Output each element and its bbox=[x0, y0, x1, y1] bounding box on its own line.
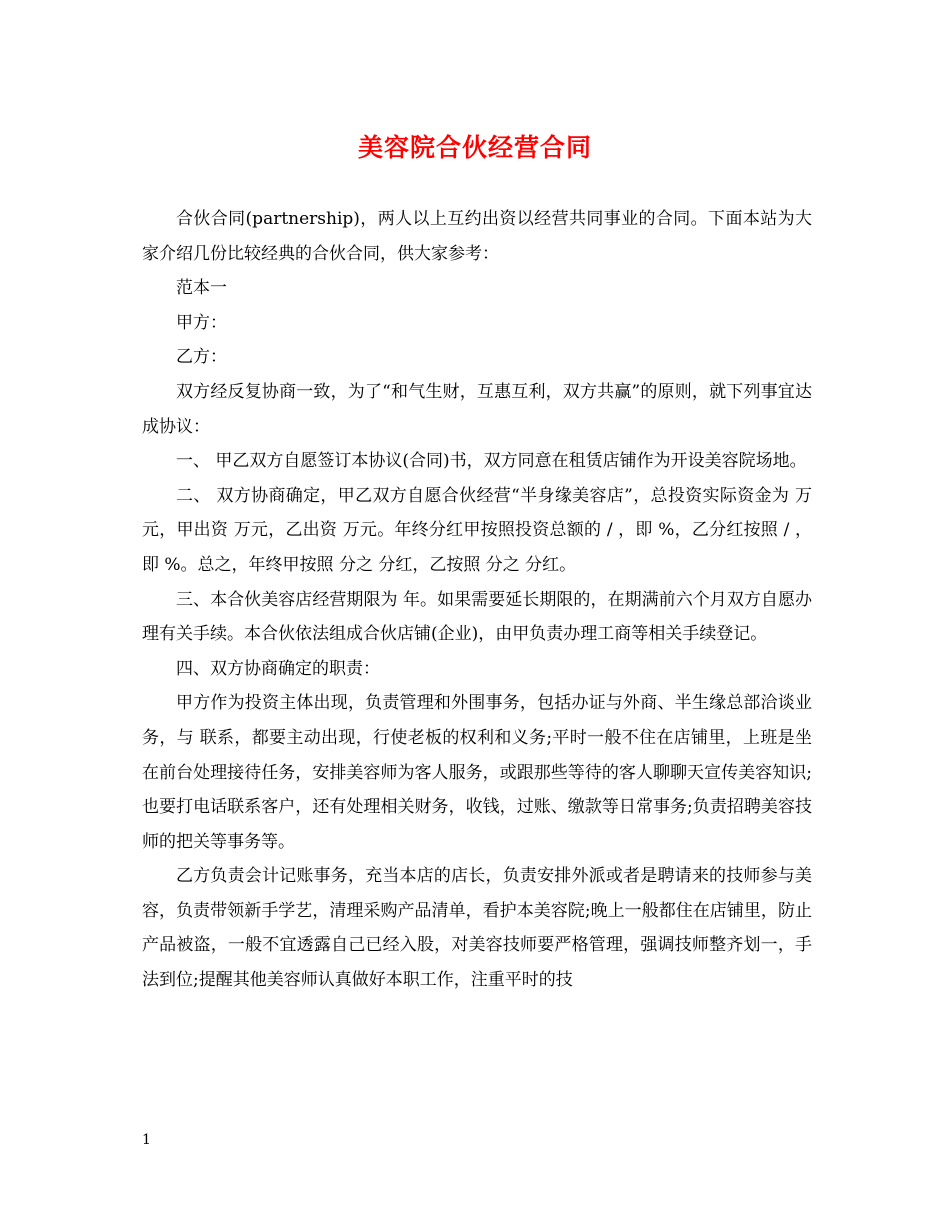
paragraph-party-b: 乙方： bbox=[176, 347, 227, 368]
paragraph-party-b-duties: 乙方负责会计记账事务，充当本店的店长，负责安排外派或者是聘请来的技师参与美容，负责带领新手学艺，清理采购产品清单，看护本美容院;晚上一般都住在店铺里，防止产品被盗，一般不宜透露自己已经入股，对美容技师要严格管理，强调技师整齐划一，手法到位;提醒其他美容师认真做好本职工作，注重平时的技 bbox=[142, 866, 812, 991]
paragraph-clause-1: 一、 甲乙双方自愿签订本协议(合同)书，双方同意在租赁店铺作为开设美容院场地。 bbox=[176, 451, 807, 472]
document-title: 美容院合伙经营合同 bbox=[357, 133, 592, 162]
paragraph-party-a: 甲方： bbox=[176, 312, 227, 333]
paragraph-clause-4: 四、双方协商确定的职责： bbox=[176, 658, 380, 679]
paragraph-clause-2: 二、 双方协商确定，甲乙双方自愿合伙经营“半身缘美容店”，总投资实际资金为 万元，甲出资 万元，乙出资 万元。年终分红甲按照投资总额的 / ，即 %，乙分红按照 / ，即 %。总之，年终甲按照 分之 分红，乙按照 分之 分红。 bbox=[142, 485, 812, 575]
document-body bbox=[142, 202, 812, 998]
paragraph-clause-3: 三、本合伙美容店经营期限为 年。如果需要延长期限的，在期满前六个月双方自愿办理有关手续。本合伙依法组成合伙店铺(企业)，由甲负责办理工商等相关手续登记。 bbox=[142, 589, 812, 645]
page-number: 1 bbox=[142, 1132, 151, 1148]
paragraph-sample-label: 范本一 bbox=[176, 278, 227, 299]
paragraph-intro: 合伙合同(partnership)，两人以上互约出资以经营共同事业的合同。下面本站为大家介绍几份比较经典的合伙合同，供大家参考： bbox=[142, 209, 812, 264]
paragraph-agreement-preamble: 双方经反复协商一致，为了“和气生财，互惠互利，双方共赢”的原则，就下列事宜达成协议： bbox=[142, 381, 812, 437]
paragraph-party-a-duties: 甲方作为投资主体出现，负责管理和外围事务，包括办证与外商、半生缘总部洽谈业务，与 联系，都要主动出现，行使老板的权利和义务;平时一般不住在店铺里，上班是坐在前台处理接待任务，安排美容师为客人服务，或跟那些等待的客人聊聊天宣传美容知识;也要打电话联系客户，还有处理相关财务，收钱，过账、缴款等日常事务;负责招聘美容技师的把关等事务等。 bbox=[142, 693, 812, 852]
